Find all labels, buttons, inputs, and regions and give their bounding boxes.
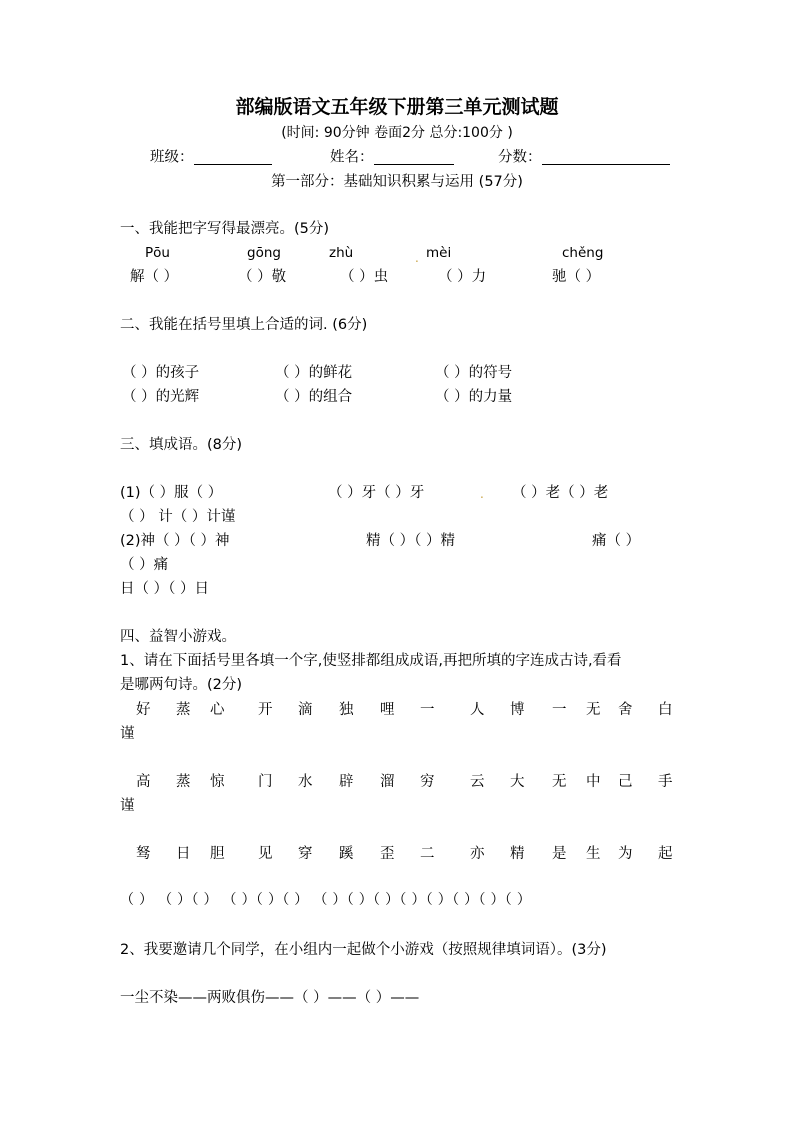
grid-char: 穿 (298, 846, 313, 862)
q3-line4[interactable]: （ ）痛 (120, 557, 169, 573)
q3-line1-b[interactable]: （ ）牙（ ）牙 (328, 485, 425, 501)
grid-char: 水 (298, 774, 313, 790)
grid-char: 驽 (136, 846, 151, 862)
grid-char: 为 (618, 846, 633, 862)
grid-char: 惊 (210, 774, 225, 790)
q1-item-4[interactable]: （ ）力 (438, 269, 487, 285)
idiom-row-1-wrap: 谨 (120, 726, 135, 742)
part1-heading: 第一部分：基础知识积累与运用 (57分) (271, 174, 523, 190)
grid-char: 歪 (380, 846, 395, 862)
grid-char: 好 (136, 702, 151, 718)
class-field (150, 150, 272, 165)
grid-char: 蒸 (176, 702, 191, 718)
grid-char: 独 (339, 702, 354, 718)
grid-char: 大 (510, 774, 525, 790)
q2-r2-c3[interactable]: （ ）的力量 (435, 389, 513, 405)
idiom-row-2-wrap: 谨 (120, 798, 135, 814)
grid-char: 生 (586, 846, 601, 862)
grid-char: 蹊 (339, 846, 354, 862)
pinyin-4: mèi (426, 245, 452, 261)
grid-char: 无 (552, 774, 567, 790)
grid-char: 日 (176, 846, 191, 862)
q3-line2[interactable]: （ ） 计（ ）计谨 (120, 509, 236, 525)
answer-blanks[interactable]: （ ） （ ）（ ） （ ）（ ）（ ） （ ）（ ）（ ）（ ）（ ）（ ）（ ）（ ） (120, 892, 532, 908)
pinyin-2: gōng (247, 245, 281, 261)
grid-char: 门 (258, 774, 273, 790)
q3-line3-a[interactable]: (2)神（ ）（ ）神 (120, 533, 230, 549)
grid-char: 是 (552, 846, 567, 862)
grid-char: 一 (552, 702, 567, 718)
grid-char: 人 (470, 702, 485, 718)
score-field (498, 150, 670, 165)
q4-heading: 四、益智小游戏。 (120, 629, 236, 645)
page-title: 部编版语文五年级下册第三单元测试题 (235, 96, 559, 118)
q3-line5[interactable]: 日（ ）（ ）日 (120, 581, 209, 597)
q4-sub2-line[interactable]: 一尘不染——两败俱伤——（ ）——（ ）—— (120, 990, 420, 1006)
idiom-row-1 (0, 703, 794, 723)
pinyin-3: zhù (329, 245, 354, 261)
grid-char: 云 (470, 774, 485, 790)
grid-char: 见 (258, 846, 273, 862)
grid-char: 手 (658, 774, 673, 790)
grid-char: 己 (618, 774, 633, 790)
q3-line1-c[interactable]: （ ）老（ ）老 (512, 485, 609, 501)
idiom-row-3 (0, 847, 794, 867)
grid-char: 亦 (470, 846, 485, 862)
grid-char: 溜 (380, 774, 395, 790)
pinyin-1: Pōu (145, 245, 170, 261)
grid-char: 哩 (380, 702, 395, 718)
q2-r1-c1[interactable]: （ ）的孩子 (122, 365, 200, 381)
name-field (330, 150, 454, 165)
grid-char: 舍 (618, 702, 633, 718)
grid-char: 穷 (420, 774, 435, 790)
q3-line3-b[interactable]: 精（ ）（ ）精 (366, 533, 455, 549)
grid-char: 无 (586, 702, 601, 718)
q3-line1-a[interactable]: (1)（ ）服（ ） (120, 485, 223, 501)
q3-heading: 三、填成语。(8分) (120, 437, 243, 453)
name-blank[interactable] (374, 150, 454, 165)
q2-r2-c2[interactable]: （ ）的组合 (275, 389, 353, 405)
q1-item-3[interactable]: （ ）虫 (340, 269, 389, 285)
q1-heading: 一、我能把字写得最漂亮。(5分) (120, 221, 330, 237)
q1-item-2[interactable]: （ ）敬 (238, 269, 287, 285)
grid-char: 一 (420, 702, 435, 718)
grid-char: 胆 (210, 846, 225, 862)
q1-item-1[interactable]: 解（ ） (130, 269, 179, 285)
exam-info: (时间: 90分钟 卷面2分 总分:100分 ) (281, 125, 513, 141)
grid-char: 白 (658, 702, 673, 718)
score-label: 分数： (498, 149, 542, 166)
class-blank[interactable] (194, 150, 272, 165)
q2-r2-c1[interactable]: （ ）的光辉 (122, 389, 200, 405)
q4-sub1b: 是哪两句诗。(2分) (120, 677, 243, 693)
grid-char: 蒸 (176, 774, 191, 790)
q4-sub2: 2、我要邀请几个同学，在小组内一起做个小游戏（按照规律填词语）。(3分) (120, 942, 607, 958)
name-label: 姓名： (330, 149, 374, 166)
stray-dot: . (415, 251, 419, 265)
grid-char: 精 (510, 846, 525, 862)
grid-char: 博 (510, 702, 525, 718)
grid-char: 辟 (339, 774, 354, 790)
q1-item-5[interactable]: 驰（ ） (552, 269, 601, 285)
grid-char: 中 (586, 774, 601, 790)
grid-char: 高 (136, 774, 151, 790)
q3-line3-c[interactable]: 痛（ ） (592, 533, 641, 549)
grid-char: 起 (658, 846, 673, 862)
grid-char: 滴 (298, 702, 313, 718)
pinyin-5: chěng (562, 245, 604, 261)
q2-r1-c3[interactable]: （ ）的符号 (435, 365, 513, 381)
q2-heading: 二、我能在括号里填上合适的词. (6分) (120, 317, 368, 333)
q2-r1-c2[interactable]: （ ）的鲜花 (275, 365, 353, 381)
score-blank[interactable] (542, 150, 670, 165)
grid-char: 心 (210, 702, 225, 718)
q4-sub1: 1、请在下面括号里各填一个字,使竖排都组成成语,再把所填的字连成古诗,看看 (120, 653, 622, 669)
grid-char: 二 (420, 846, 435, 862)
idiom-row-2 (0, 775, 794, 795)
grid-char: 开 (258, 702, 273, 718)
stray-dot-2: . (480, 487, 484, 501)
class-label: 班级： (150, 149, 194, 166)
